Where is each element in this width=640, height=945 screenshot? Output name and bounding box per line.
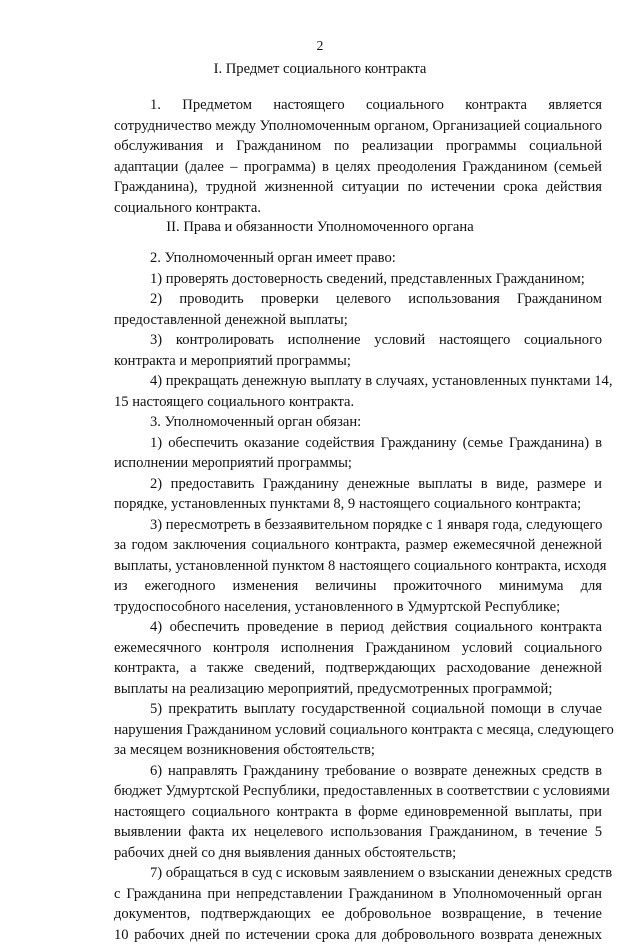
text-line: выявлении факта их нецелевого использования Гражданином, в течение 5 [114, 822, 602, 843]
text-line: контракта и мероприятий программы; [114, 351, 602, 372]
text-line: 3) контролировать исполнение условий настоящего социального [114, 330, 602, 351]
text-line: социального контракта. [114, 198, 602, 219]
text-line: 5) прекратить выплату государственной социальной помощи в случае [114, 699, 602, 720]
text-line: настоящего социального контракта в форме единовременной выплаты, при [114, 802, 602, 823]
text-line: за годом заключения социального контракта, размер ежемесячной денежной [114, 535, 602, 556]
section-1-title: I. Предмет социального контракта [0, 61, 640, 78]
text-line: 1) проверять достоверность сведений, представленных Гражданином; [114, 269, 602, 290]
text-line: выплаты, установленной пунктом 8 настоящего социального контракта, исходя [114, 556, 602, 577]
text-line: 10 рабочих дней по истечении срока для добровольного возврата денежных [114, 925, 602, 945]
text-line: Гражданина), трудной жизненной ситуации по истечении срока действия [114, 177, 602, 198]
text-line: трудоспособного населения, установленного в Удмуртской Республике; [114, 597, 602, 618]
text-line: за месяцем возникновения обстоятельств; [114, 740, 602, 761]
section-2-title: II. Права и обязанности Уполномоченного органа [0, 219, 640, 236]
text-line: 1. Предметом настоящего социального контракта является [114, 95, 602, 116]
text-line: 7) обращаться в суд с исковым заявлением о взыскании денежных средств [114, 863, 602, 884]
text-line: документов, подтверждающих ее добровольное возвращение, в течение [114, 904, 602, 925]
text-line: 3. Уполномоченный орган обязан: [114, 412, 602, 433]
text-line: 6) направлять Гражданину требование о возврате денежных средств в [114, 761, 602, 782]
text-line: сотрудничество между Уполномоченным органом, Организацией социального [114, 116, 602, 137]
text-line: адаптации (далее – программа) в целях преодоления Гражданином (семьей [114, 157, 602, 178]
text-line: 4) прекращать денежную выплату в случаях, установленных пунктами 14, [114, 371, 602, 392]
text-line: 2. Уполномоченный орган имеет право: [114, 248, 602, 269]
text-line: порядке, установленных пунктами 8, 9 настоящего социального контракта; [114, 494, 602, 515]
text-line: 2) предоставить Гражданину денежные выплаты в виде, размере и [114, 474, 602, 495]
text-line: бюджет Удмуртской Республики, предоставленных в соответствии с условиями [114, 781, 602, 802]
text-line: исполнении мероприятий программы; [114, 453, 602, 474]
text-line: ежемесячного контроля исполнения Гражданином условий социального [114, 638, 602, 659]
text-line: предоставленной денежной выплаты; [114, 310, 602, 331]
text-line: 4) обеспечить проведение в период действия социального контракта [114, 617, 602, 638]
text-line: рабочих дней со дня выявления данных обстоятельств; [114, 843, 602, 864]
text-line: из ежегодного изменения величины прожиточного минимума для [114, 576, 602, 597]
text-line: обслуживания и Гражданином по реализации программы социальной [114, 136, 602, 157]
text-line: с Гражданина при непредставлении Гражданином в Уполномоченный орган [114, 884, 602, 905]
section-1-paragraph [114, 95, 602, 218]
page-number: 2 [0, 38, 640, 54]
text-line: 3) пересмотреть в беззаявительном порядке с 1 января года, следующего [114, 515, 602, 536]
text-line: 2) проводить проверки целевого использования Гражданином [114, 289, 602, 310]
text-line: 15 настоящего социального контракта. [114, 392, 602, 413]
text-line: выплаты на реализацию мероприятий, предусмотренных программой; [114, 679, 602, 700]
section-2-body [114, 248, 602, 945]
text-line: 1) обеспечить оказание содействия Гражданину (семье Гражданина) в [114, 433, 602, 454]
text-line: контракта, а также сведений, подтверждающих расходование денежной [114, 658, 602, 679]
text-line: нарушения Гражданином условий социального контракта с месяца, следующего [114, 720, 602, 741]
